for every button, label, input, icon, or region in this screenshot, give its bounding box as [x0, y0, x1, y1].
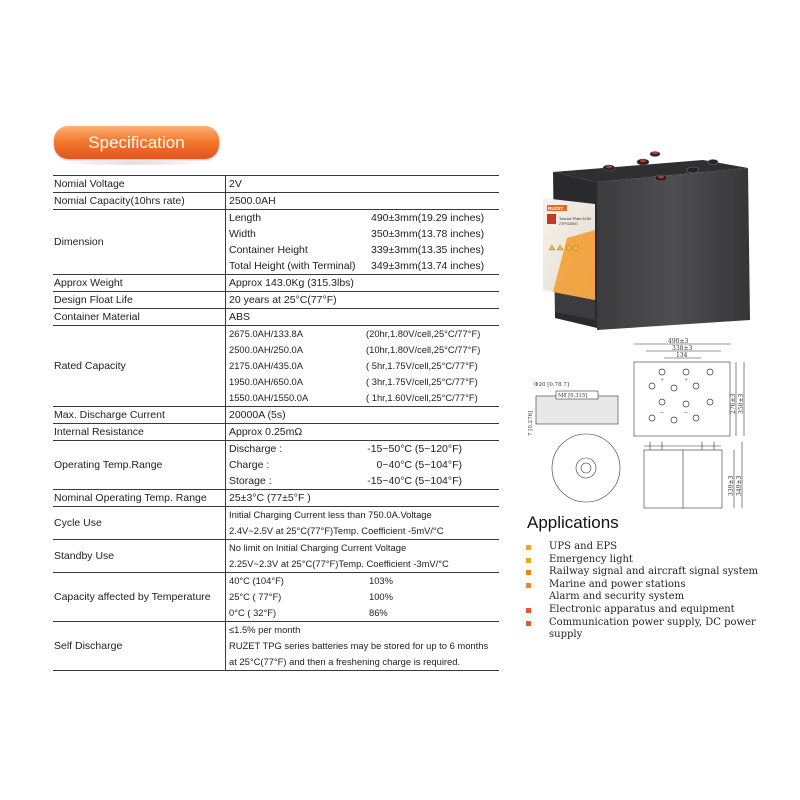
spec-row-capacity [53, 193, 499, 210]
spec-label: Nomial Capacity(10hrs rate) [54, 194, 185, 207]
spec-value-cell [225, 441, 499, 489]
terminal-top-circle [552, 434, 620, 502]
dim-label-490: 490±3 [668, 338, 689, 345]
dim-label-349: 349±3 [736, 475, 743, 496]
spec-row-standby-use [53, 540, 499, 573]
cap-temp-temperature: 40°C (104°F) [229, 575, 284, 586]
op-temp-line [229, 441, 499, 457]
cap-temp-line [229, 573, 499, 589]
cap-temp-line [229, 605, 499, 621]
spec-value-cell [225, 490, 499, 506]
rated-line [229, 342, 499, 358]
dim-label-276: 276±3 [730, 393, 737, 414]
op-temp-mode: Charge : [229, 459, 270, 471]
rated-line [229, 374, 499, 390]
spec-value: ABS [229, 311, 251, 323]
cap-temp-temperature: 25°C ( 77°F) [229, 591, 282, 602]
rated-line [229, 390, 499, 406]
spec-row-material [53, 309, 499, 326]
spec-row-capacity-temperature [53, 573, 499, 622]
dimension-drawing [526, 336, 756, 511]
op-temp-range: -15~50°C (5~120°F) [367, 443, 462, 455]
rated-condition: (20hr,1.80V/cell,25°C/77°F) [366, 328, 481, 339]
spec-value: 2.4V~2.5V at 25°C(77°F)Temp. Coefficient -5mV/°C [229, 525, 444, 536]
square-bullet-icon [526, 558, 531, 563]
rated-value: 2500.0AH/250.0A [229, 344, 304, 355]
spec-label: Operating Temp.Range [54, 458, 163, 471]
rated-condition: ( 3hr,1.75V/cell,25°C/77°F) [366, 376, 478, 387]
svg-text:−: − [660, 410, 665, 416]
square-bullet-icon [526, 608, 531, 613]
rated-value: 2675.0AH/133.8A [229, 328, 304, 339]
square-bullet-icon [526, 545, 531, 550]
spec-row-voltage [53, 175, 499, 193]
spec-value-cell [225, 292, 499, 308]
spec-value-cell [225, 176, 499, 192]
dimension-name: Width [229, 228, 256, 240]
battery-brand: RUZET [548, 206, 564, 211]
spec-label: Nomial Voltage [54, 177, 125, 190]
spec-row-self-discharge [53, 622, 499, 671]
svg-text:+: + [660, 377, 665, 383]
polarity-marks [660, 377, 688, 416]
terminal-section [536, 396, 618, 424]
spec-label: Standby Use [54, 549, 115, 562]
dimension-name: Total Height (with Terminal) [229, 260, 356, 272]
cap-temp-percent: 86% [369, 607, 388, 618]
rated-line [229, 326, 499, 342]
dimension-value: 339±3mm(13.35 inches) [371, 244, 485, 256]
cap-temp-percent: 103% [369, 575, 393, 586]
spec-row-nominal-op-temp [53, 490, 499, 507]
terminal-symbols [649, 369, 713, 423]
application-text: Communication power supply, DC power supply [549, 616, 756, 641]
spec-value-cell [225, 573, 499, 621]
spec-label: Rated Capacity [54, 359, 126, 372]
spec-row-rated-capacity [53, 326, 499, 407]
spec-label: Max. Discharge Current [54, 408, 165, 421]
op-temp-range: -15~40°C (5~104°F) [367, 475, 462, 487]
applications-title: Applications [527, 513, 619, 532]
cap-temp-percent: 100% [369, 591, 393, 602]
op-temp-mode: Discharge : [229, 443, 283, 455]
dimension-value: 490±3mm(19.29 inches) [371, 212, 485, 224]
rated-value: 1950.0AH/650.0A [229, 376, 304, 387]
spec-value: No limit on Initial Charging Current Voltage [229, 542, 407, 553]
spec-row-max-discharge [53, 407, 499, 424]
spec-value-cell [225, 622, 499, 670]
spec-value: Approx 143.0Kg (315.3lbs) [229, 277, 354, 289]
dimension-value: 350±3mm(13.78 inches) [371, 228, 485, 240]
spec-value-cell [225, 540, 499, 572]
square-bullet-icon [526, 621, 531, 626]
spec-value: 2.25V~2.3V at 25°C(77°F)Temp. Coefficient -3mV/°C [229, 558, 449, 569]
dimension-line [229, 226, 499, 242]
application-item [522, 617, 762, 642]
square-bullet-icon [526, 583, 531, 588]
spec-row-cycle-use [53, 507, 499, 540]
spec-value: 20 years at 25°C(77°F) [229, 294, 337, 306]
spec-label: Nominal Operating Temp. Range [54, 491, 207, 504]
dimension-name: Container Height [229, 244, 308, 256]
battery-image [543, 150, 753, 333]
spec-value: at 25°C(77°F) and then a freshening charge is required. [229, 656, 461, 667]
cap-temp-line [229, 589, 499, 605]
application-item [522, 566, 762, 579]
cap-temp-temperature: 0°C ( 32°F) [229, 607, 277, 618]
rated-value: 2175.0AH/435.0A [229, 360, 304, 371]
specification-title: Specification [54, 126, 219, 159]
spec-row-weight [53, 275, 499, 292]
spec-value-cell [225, 309, 499, 325]
spec-value-cell [225, 507, 499, 539]
rated-value: 1550.0AH/1550.0A [229, 392, 309, 403]
spec-value-cell [225, 193, 499, 209]
dim-label-7: 7 [0.276] [528, 410, 534, 436]
op-temp-mode: Storage : [229, 475, 272, 487]
application-text: Electronic apparatus and equipment [549, 603, 735, 615]
application-item [522, 604, 762, 617]
spec-row-float-life [53, 292, 499, 309]
battery-model-line2: 2TPG2500 [559, 222, 578, 226]
spec-value-cell [225, 326, 499, 406]
spec-value: 20000A (5s) [229, 409, 286, 421]
spec-row-resistance [53, 424, 499, 441]
application-text: Railway signal and aircraft signal system [549, 566, 758, 578]
dimension-name: Length [229, 212, 262, 224]
square-bullet-icon [526, 570, 531, 575]
spec-value-cell [225, 424, 499, 440]
rated-condition: ( 1hr,1.60V/cell,25°C/77°F) [366, 392, 478, 403]
dim-label-phi20: Φ20 [0.78 7] [534, 382, 570, 388]
application-item [522, 541, 762, 554]
label-swatch [547, 214, 556, 224]
spec-value-cell [225, 407, 499, 423]
application-text: Emergency light [549, 553, 633, 565]
spec-value: 2500.0AH [229, 195, 276, 207]
rated-condition: ( 5hr,1.75V/cell,25°C/77°F) [366, 360, 478, 371]
spec-row-operating-temp [53, 441, 499, 490]
spec-label: Dimension [54, 235, 104, 248]
svg-text:+: + [684, 377, 689, 383]
top-view-outline [634, 362, 730, 436]
spec-value-cell [225, 210, 499, 274]
application-item [522, 554, 762, 567]
spec-label: Cycle Use [54, 516, 102, 529]
rated-condition: (10hr,1.80V/cell,25°C/77°F) [366, 344, 481, 355]
applications-list [522, 541, 762, 642]
spec-label: Container Material [54, 310, 140, 323]
spec-table [53, 175, 499, 671]
application-text: Marine and power stations [549, 578, 686, 590]
spec-label: Internal Resistance [54, 425, 144, 438]
op-temp-line [229, 457, 499, 473]
spec-label: Capacity affected by Temperature [54, 590, 211, 603]
rated-line [229, 358, 499, 374]
op-temp-range: 0~40°C (5~104°F) [376, 459, 462, 471]
spec-value: 25±3°C (77±5°F ) [229, 492, 311, 504]
dimension-line [229, 242, 499, 258]
application-item [522, 591, 762, 604]
dimension-line [229, 258, 499, 274]
spec-label: Design Float Life [54, 293, 133, 306]
spec-value: RUZET TPG series batteries may be stored for up to 6 months [229, 640, 489, 651]
dimension-line [229, 210, 499, 226]
dim-label-338: 338±3 [672, 345, 693, 352]
spec-label: Self Discharge [54, 639, 123, 652]
spec-value: Initial Charging Current less than 750.0A.Voltage [229, 509, 432, 520]
spec-label: Approx Weight [54, 276, 123, 289]
op-temp-line [229, 473, 499, 489]
spec-row-dimension [53, 210, 499, 275]
dim-label-m8: M8 [0.315] [558, 393, 588, 399]
spec-value-cell [225, 275, 499, 291]
battery-front [597, 168, 750, 330]
application-text: UPS and EPS [549, 541, 618, 552]
spec-value: Approx 0.25mΩ [229, 426, 303, 438]
battery-model-line1: Tubular Plate AGM [559, 217, 591, 221]
dim-label-350: 350±3 [738, 393, 745, 414]
dimension-value: 349±3mm(13.74 inches) [371, 260, 485, 272]
title-shadow [60, 160, 210, 166]
svg-text:−: − [684, 410, 689, 416]
dim-label-339: 339±3 [728, 475, 735, 496]
dim-label-134: 134 [676, 352, 688, 359]
spec-value: 2V [229, 178, 242, 190]
application-item [522, 579, 762, 592]
spec-value: ≤1.5% per month [229, 624, 301, 635]
application-text: Alarm and security system [549, 591, 685, 603]
